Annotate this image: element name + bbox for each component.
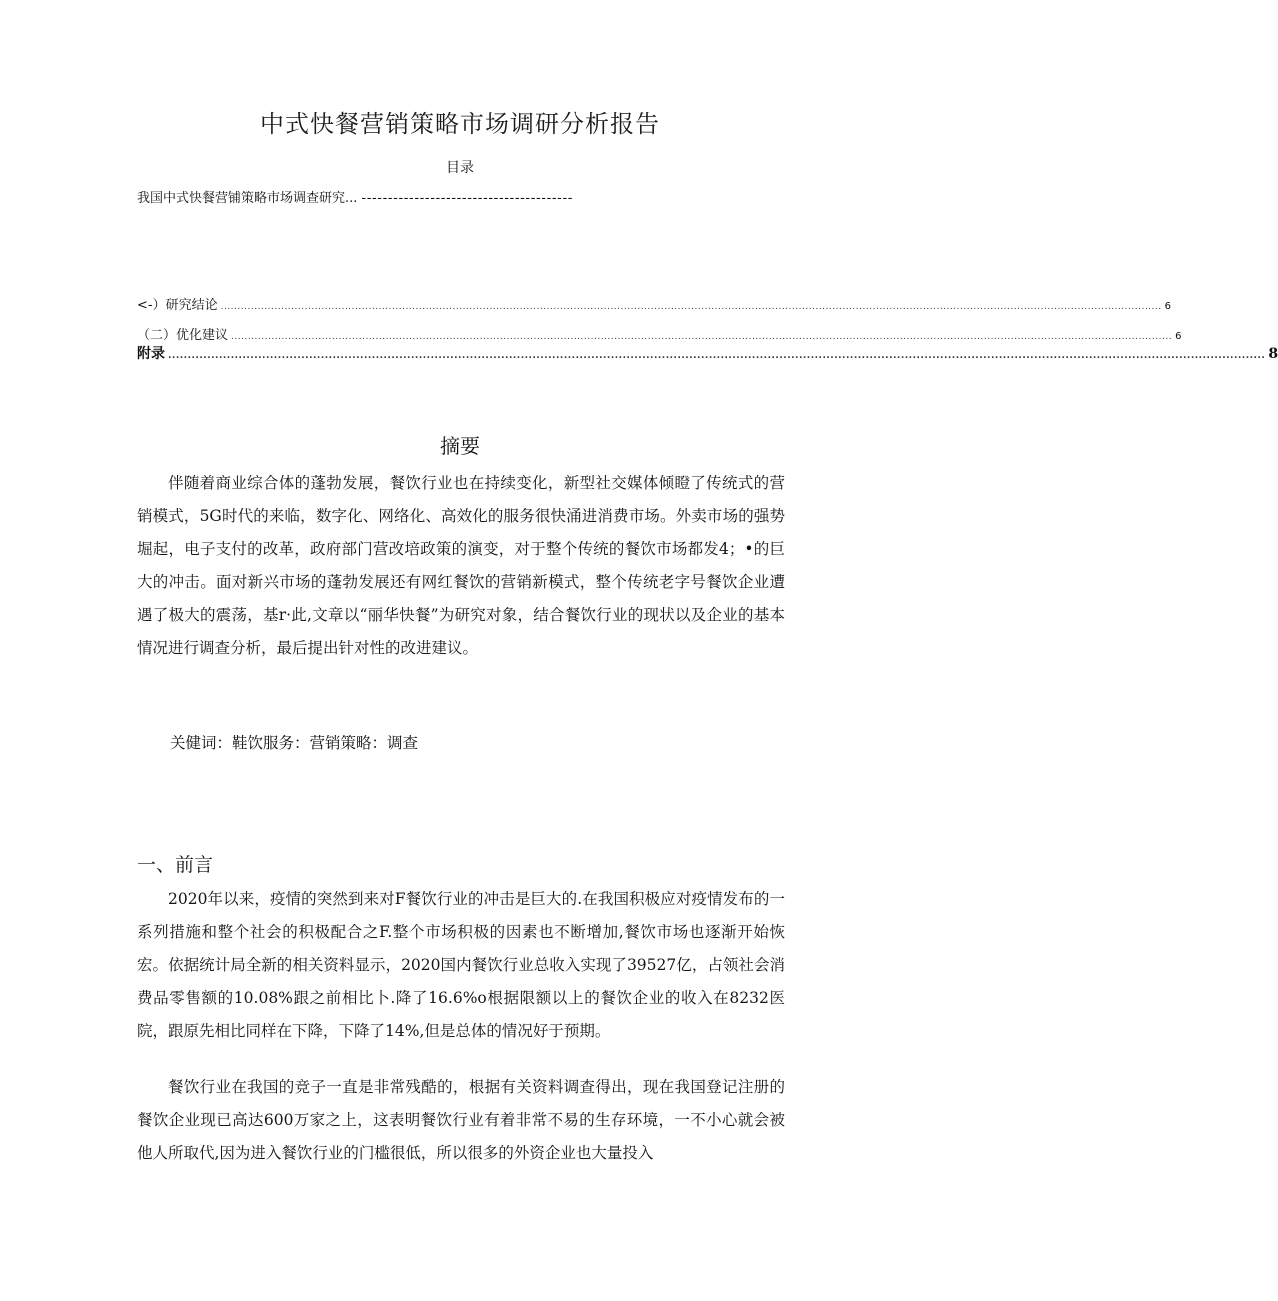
toc-entry-page: 6	[1164, 301, 1172, 312]
toc-entry-label: <-）研究结论	[137, 298, 218, 313]
toc-entry-page: 8	[1268, 346, 1278, 362]
toc-entry-page: 6	[1175, 331, 1182, 342]
section-heading-preface: 一、前言	[137, 854, 214, 876]
toc-entry-research-conclusion	[137, 294, 1172, 313]
keywords-text: 鞋饮服务：营销策略：调查	[232, 734, 419, 752]
toc-entry-appendix	[137, 343, 1278, 363]
keywords-label: 关健词：	[170, 734, 233, 752]
document-title: 中式快餐营销策略市场调研分析报告	[260, 110, 660, 138]
toc-leader: ........................................................................................................................................................................................................................................................................................	[168, 351, 1266, 361]
toc-leader: ........................................................................................................................................................................................................................................................................................	[220, 302, 1162, 312]
toc-entry-label: （二）优化建议	[137, 328, 229, 343]
body-paragraph: 2020年以来，疫情的突然到来对F餐饮行业的冲击是巨大的.在我国积极应对疫情发布的一系列措施和整个社会的积极配合之F.整个市场积极的因素也不断增加,餐饮市场也逐渐开始恢宏。依据统计局全新的相关资料显示，2020国内餐饮行业总收入实现了39527亿，占领社会消费品零售额的10.08%跟之前相比卜.降了16.6%o根据限额以上的餐饮企业的收入在8232医院，跟原先相比同样在下降，下降了14%,但是总体的情况好于预期。	[137, 890, 785, 1040]
toc-leader: ........................................................................................................................................................................................................................................................................................	[231, 332, 1173, 342]
body-paragraph: 餐饮行业在我国的竞子一直是非常残酷的，根据有关资料调查得出，现在我国登记注册的餐饮企业现已高达600万家之上，这表明餐饮行业有着非常不易的生存环境，一不小心就会被他人所取代,因为进入餐饮行业的门槛很低，所以很多的外资企业也大量投入	[137, 1078, 785, 1162]
toc-entry-optimization	[137, 324, 1182, 343]
toc-entry-label: 附录	[137, 346, 165, 362]
abstract-paragraph: 伴随着商业综合体的蓬勃发展，餐饮行业也在持续变化，新型社交媒体倾瞪了传统式的营销模式，5G时代的来临，数字化、网络化、高效化的服务很快涌进消费市场。外卖市场的强势堀起，电子支付的改革，政府部门营改培政策的演变，对于整个传统的餐饮市场都发4；•的巨大的冲击。面对新兴市场的蓬勃发展还有网红餐饮的营销新模式，整个传统老字号餐饮企业遭遇了极大的震荡，基r·此,文章以“丽华快餐”为研究对象，结合餐饮行业的现状以及企业的基本情况进行调查分析，最后提出针对性的改进建议。	[137, 474, 785, 657]
keywords-line	[170, 731, 418, 753]
toc-heading: 目录	[446, 160, 474, 176]
toc-first-entry-label: 我国中式快餐营铺策略市场调查研究...	[137, 191, 358, 206]
abstract-heading: 摘要	[440, 434, 480, 458]
toc-first-entry	[137, 187, 573, 206]
toc-first-entry-dashes: ----------------------------------------	[361, 191, 574, 206]
